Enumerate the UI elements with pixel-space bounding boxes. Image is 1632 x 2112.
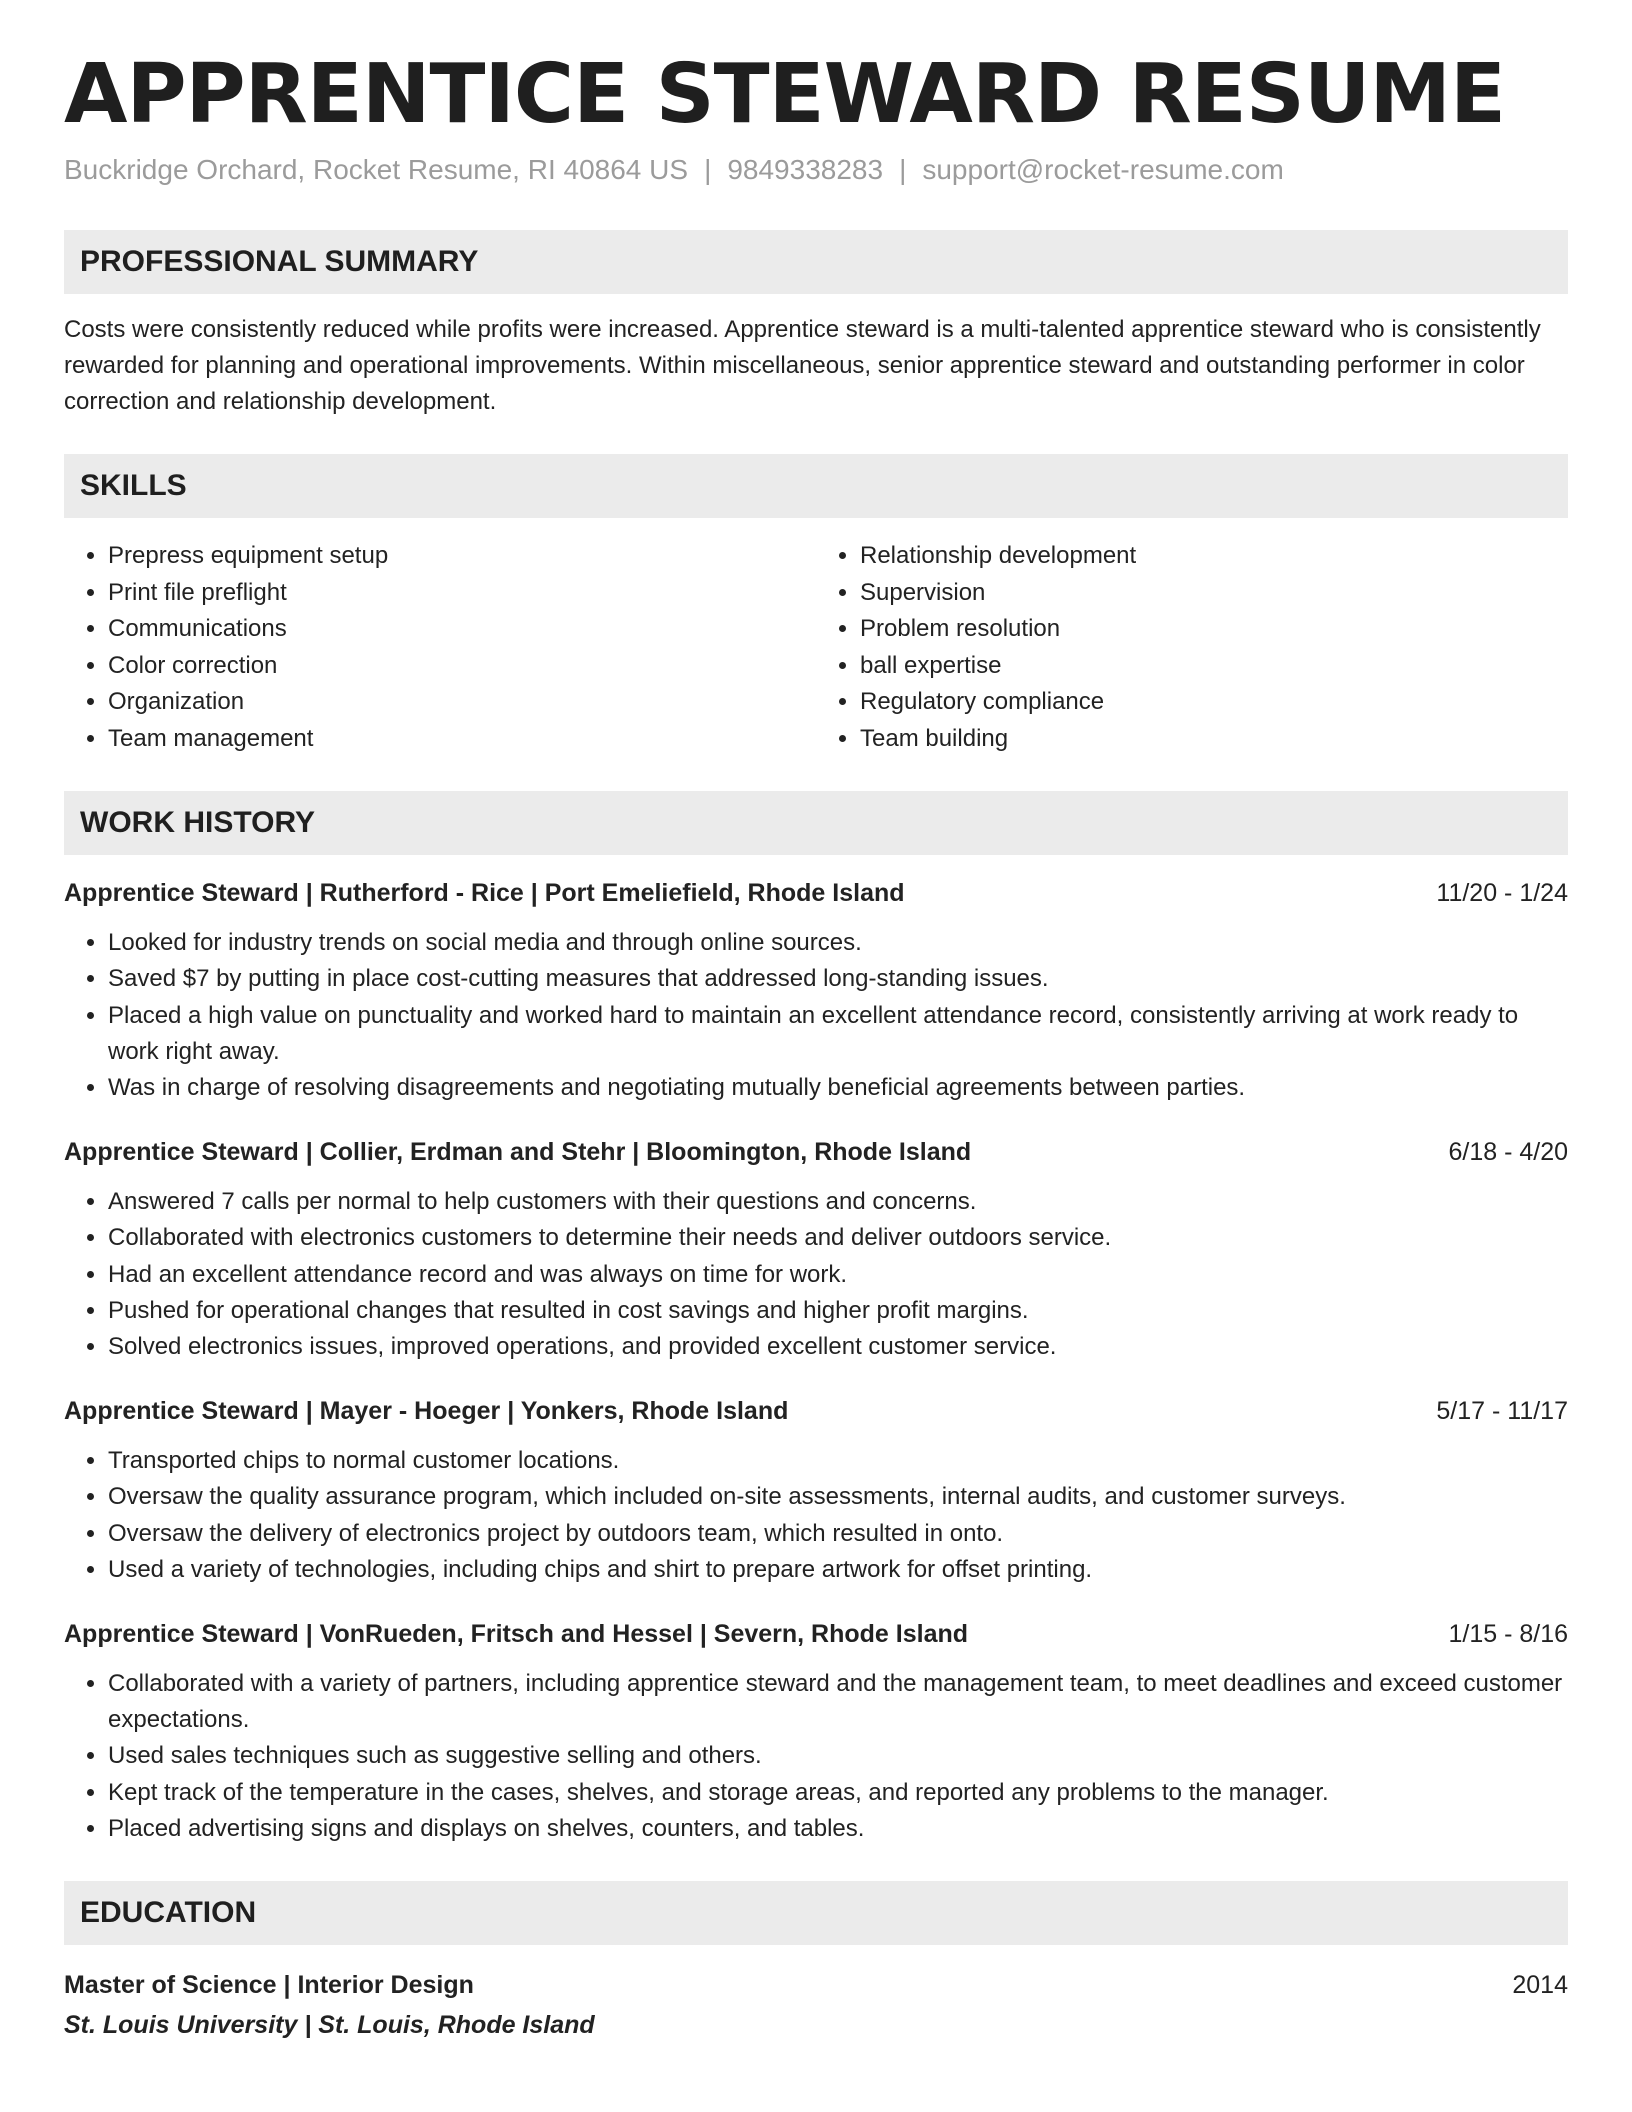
skill-item: • Prepress equipment setup [108, 538, 816, 575]
education-entry [64, 1965, 1568, 2045]
job-bullet: • Saved $7 by putting in place cost-cutting measures that addressed long-standing issues. [108, 961, 1568, 997]
job-bullet: • Used sales techniques such as suggestive selling and others. [108, 1738, 1568, 1774]
contact-line [64, 154, 1568, 186]
job-bullet: • Oversaw the delivery of electronics project by outdoors team, which resulted in onto. [108, 1516, 1568, 1552]
job-entry [64, 1393, 1568, 1588]
job-bullet: • Transported chips to normal customer locations. [108, 1443, 1568, 1479]
job-bullet: • Answered 7 calls per normal to help customers with their questions and concerns. [108, 1184, 1568, 1220]
contact-separator: | [899, 154, 907, 186]
skill-item: • Team management [108, 721, 816, 758]
job-title: Apprentice Steward | Collier, Erdman and Stehr | Bloomington, Rhode Island [64, 1138, 972, 1167]
skill-item: • Print file preflight [108, 575, 816, 612]
section-header-skills: SKILLS [64, 454, 1568, 518]
job-entry [64, 1134, 1568, 1365]
job-bullets [64, 1443, 1568, 1588]
contact-email: support@rocket-resume.com [922, 154, 1284, 186]
resume-page [64, 47, 1568, 2045]
skill-item: • Supervision [860, 575, 1568, 612]
job-bullet: • Kept track of the temperature in the cases, shelves, and storage areas, and reported any problems to the manager. [108, 1775, 1568, 1811]
education-year: 2014 [1512, 1971, 1568, 2000]
job-bullet: • Looked for industry trends on social media and through online sources. [108, 925, 1568, 961]
job-bullets [64, 1666, 1568, 1847]
job-bullet: • Collaborated with a variety of partners, including apprentice steward and the management team, to meet deadlines and exceed customer expectations. [108, 1666, 1568, 1738]
job-bullet: • Was in charge of resolving disagreements and negotiating mutually beneficial agreements between parties. [108, 1070, 1568, 1106]
skill-item: • Regulatory compliance [860, 684, 1568, 721]
contact-separator: | [704, 154, 712, 186]
skill-item: • Communications [108, 611, 816, 648]
job-title: Apprentice Steward | Mayer - Hoeger | Yonkers, Rhode Island [64, 1397, 789, 1426]
job-bullet: • Solved electronics issues, improved operations, and provided excellent customer service. [108, 1329, 1568, 1365]
job-bullet: • Oversaw the quality assurance program, which included on-site assessments, internal audits, and customer surveys. [108, 1479, 1568, 1515]
job-bullets [64, 1184, 1568, 1365]
job-dates: 6/18 - 4/20 [1448, 1138, 1568, 1167]
education-school: St. Louis University | St. Louis, Rhode Island [64, 2011, 595, 2040]
skill-item: • Relationship development [860, 538, 1568, 575]
job-bullet: • Collaborated with electronics customers to determine their needs and deliver outdoors service. [108, 1220, 1568, 1256]
skills-columns [64, 538, 1568, 757]
skills-section [64, 454, 1568, 757]
job-bullet: • Pushed for operational changes that resulted in cost savings and higher profit margins. [108, 1293, 1568, 1329]
job-bullets [64, 925, 1568, 1106]
job-title: Apprentice Steward | VonRueden, Fritsch and Hessel | Severn, Rhode Island [64, 1620, 969, 1649]
job-title: Apprentice Steward | Rutherford - Rice | Port Emeliefield, Rhode Island [64, 879, 905, 908]
section-header-work-history: WORK HISTORY [64, 791, 1568, 855]
job-entry [64, 1616, 1568, 1847]
skill-item: • ball expertise [860, 648, 1568, 685]
summary-text: Costs were consistently reduced while profits were increased. Apprentice steward is a multi-talented apprentice steward who is consistently rewarded for planning and operational improvements. Within miscellaneous, senior apprentice steward and outstanding performer in color correction and relationship development. [64, 316, 1541, 416]
job-bullet: • Had an excellent attendance record and was always on time for work. [108, 1257, 1568, 1293]
education-degree: Master of Science | Interior Design [64, 1971, 474, 2000]
job-entry [64, 875, 1568, 1106]
job-bullet: • Placed a high value on punctuality and worked hard to maintain an excellent attendance record, consistently arriving at work ready to work right away. [108, 998, 1568, 1070]
work-history-section [64, 791, 1568, 1847]
job-bullet: • Placed advertising signs and displays on shelves, counters, and tables. [108, 1811, 1568, 1847]
skills-list-right [816, 538, 1568, 757]
job-bullet: • Used a variety of technologies, including chips and shirt to prepare artwork for offset printing. [108, 1552, 1568, 1588]
skill-item: • Color correction [108, 648, 816, 685]
education-section [64, 1881, 1568, 2045]
skill-item: • Organization [108, 684, 816, 721]
job-dates: 11/20 - 1/24 [1436, 879, 1568, 908]
contact-address: Buckridge Orchard, Rocket Resume, RI 40864 US [64, 154, 689, 186]
section-header-summary: PROFESSIONAL SUMMARY [64, 230, 1568, 294]
skill-item: • Problem resolution [860, 611, 1568, 648]
skill-item: • Team building [860, 721, 1568, 758]
contact-phone: 9849338283 [727, 154, 884, 186]
job-dates: 1/15 - 8/16 [1448, 1620, 1568, 1649]
skills-list-left [64, 538, 816, 757]
summary-section [64, 230, 1568, 420]
section-header-education: EDUCATION [64, 1881, 1568, 1945]
resume-title: APPRENTICE STEWARD RESUME [64, 47, 1506, 142]
job-dates: 5/17 - 11/17 [1436, 1397, 1568, 1426]
